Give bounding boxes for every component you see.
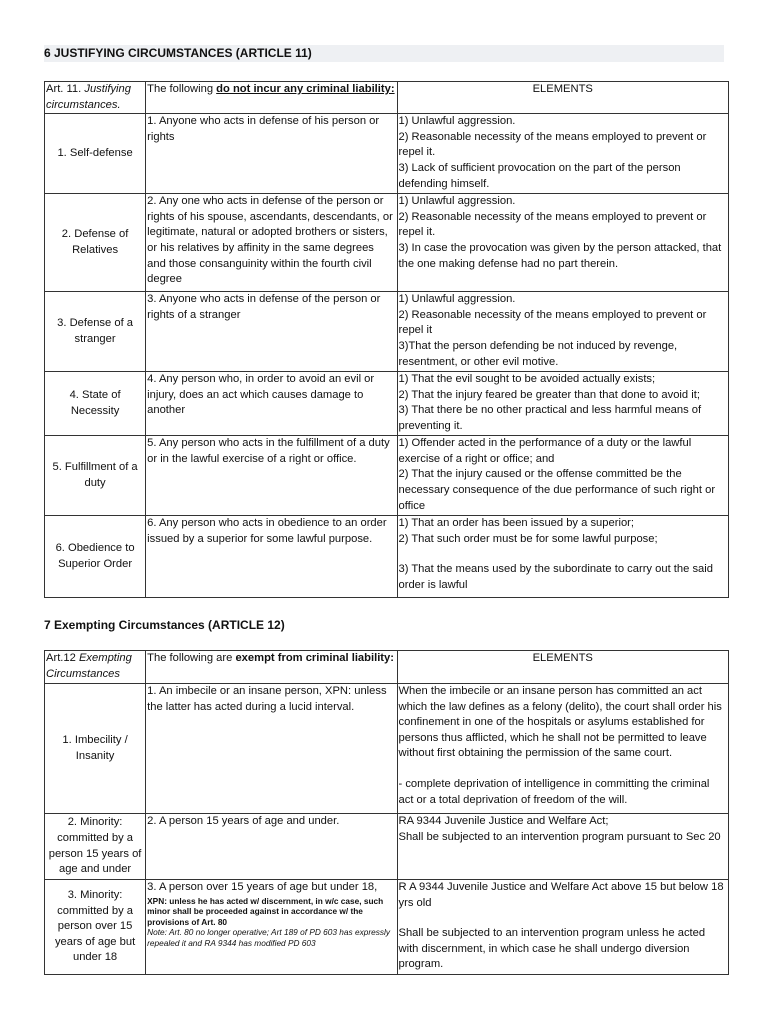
header-elements: ELEMENTS: [397, 82, 729, 114]
header-elements: ELEMENTS: [397, 651, 729, 684]
table-row: [45, 292, 729, 372]
row-label: 5. Fulfillment of a duty: [45, 436, 146, 516]
row-label: 4. State of Necessity: [45, 372, 146, 436]
header-description: The following are exempt from criminal liability:: [146, 651, 397, 684]
italic-note: Note: Art. 80 no longer operative; Art 189 of PD 603 has expressly repealed it and RA 9344 has modified PD 603: [147, 927, 391, 948]
row-text: 4. Any person who, in order to avoid an evil or injury, does an act which causes damage to another: [146, 372, 397, 436]
table-row: [45, 516, 729, 598]
row-elements: 1) That the evil sought to be avoided actually exists; 2) That the injury feared be greater than that done to avoid it; 3) That there be no other practical and less harmful means of preventing it.: [397, 372, 729, 436]
row-elements: 1) Unlawful aggression. 2) Reasonable necessity of the means employed to prevent or repel it 3)That the person defending be not induced by revenge, resentment, or other evil motive.: [397, 292, 729, 372]
row-label: 2. Minority: committed by a person 15 years of age and under: [45, 814, 146, 880]
table-row: [45, 436, 729, 516]
row-label: 2. Defense of Relatives: [45, 194, 146, 292]
header-article: Art.12 Exempting Circumstances: [45, 651, 146, 684]
table-header-row: [45, 651, 729, 684]
xpn-note: XPN: unless he has acted w/ discernment, in w/c case, such minor shall be proceeded against in accordance w/ the provisions of Art. 80: [147, 895, 384, 927]
section-heading-exempting: 7 Exempting Circumstances (ARTICLE 12): [44, 618, 285, 632]
row-elements: RA 9344 Juvenile Justice and Welfare Act; Shall be subjected to an intervention program pursuant to Sec 20: [397, 814, 729, 880]
row-label: 1. Self-defense: [45, 114, 146, 194]
row-label: 1. Imbecility / Insanity: [45, 684, 146, 814]
row-elements: 1) Unlawful aggression. 2) Reasonable necessity of the means employed to prevent or repel it. 3) In case the provocation was given by the person attacked, that the one making defense had no part therein.: [397, 194, 729, 292]
row-text: 6. Any person who acts in obedience to an order issued by a superior for some lawful purpose.: [146, 516, 397, 598]
table-row: [45, 114, 729, 194]
row-text: 1. Anyone who acts in defense of his person or rights: [146, 114, 397, 194]
row-text: 5. Any person who acts in the fulfillment of a duty or in the lawful exercise of a right or office.: [146, 436, 397, 516]
row-label: 3. Minority: committed by a person over 15 years of age but under 18: [45, 880, 146, 975]
row-elements: R A 9344 Juvenile Justice and Welfare Act above 15 but below 18 yrs old Shall be subjected to an intervention program unless he acted with discernment, in which case he shall undergo diversion program.: [397, 880, 729, 975]
row-elements: When the imbecile or an insane person has committed an act which the law defines as a felony (delito), the court shall order his confinement in one of the hospitals or asylums established for persons thus afflicted, which he shall not be permitted to leave without first obtaining the permission of the same court. - complete deprivation of intelligence in committing the criminal act or a total deprivation of freedom of the will.: [397, 684, 729, 814]
table-row: [45, 194, 729, 292]
row-text: 2. A person 15 years of age and under.: [146, 814, 397, 880]
table-row: [45, 814, 729, 880]
row-text: 1. An imbecile or an insane person, XPN: unless the latter has acted during a lucid interval.: [146, 684, 397, 814]
header-article: Art. 11. Justifying circumstances.: [45, 82, 146, 114]
table-row: [45, 372, 729, 436]
row-text: 3. Anyone who acts in defense of the person or rights of a stranger: [146, 292, 397, 372]
justifying-circumstances-table: [44, 81, 729, 598]
row-label: 6. Obedience to Superior Order: [45, 516, 146, 598]
row-elements: 1) Unlawful aggression. 2) Reasonable necessity of the means employed to prevent or repel it. 3) Lack of sufficient provocation on the part of the person defending himself.: [397, 114, 729, 194]
section-heading-justifying: 6 JUSTIFYING CIRCUMSTANCES (ARTICLE 11): [44, 45, 724, 62]
row-label: 3. Defense of a stranger: [45, 292, 146, 372]
row-text: 2. Any one who acts in defense of the person or rights of his spouse, ascendants, descendants, or legitimate, natural or adopted brothers or sisters, or his relatives by affinity in the same degrees and those consanguinity within the fourth civil degree: [146, 194, 397, 292]
row-elements: 1) Offender acted in the performance of a duty or the lawful exercise of a right or office; and 2) That the injury caused or the offense committed be the necessary consequence of the due performance of such right or office: [397, 436, 729, 516]
table-row: [45, 880, 729, 975]
exempting-circumstances-table: [44, 650, 729, 975]
header-description: The following do not incur any criminal liability:: [146, 82, 397, 114]
table-row: [45, 684, 729, 814]
row-text: 3. A person over 15 years of age but under 18, XPN: unless he has acted w/ discernment, in w/c case, such minor shall be proceeded against in accordance w/ the provisions of Art. 80 Note: Art. 80 no longer operative; Art 189 of PD 603 has expressly repealed it and RA 9344 has modified PD 603: [146, 880, 397, 975]
table-header-row: [45, 82, 729, 114]
row-elements: 1) That an order has been issued by a superior; 2) That such order must be for some lawful purpose; 3) That the means used by the subordinate to carry out the said order is lawful: [397, 516, 729, 598]
